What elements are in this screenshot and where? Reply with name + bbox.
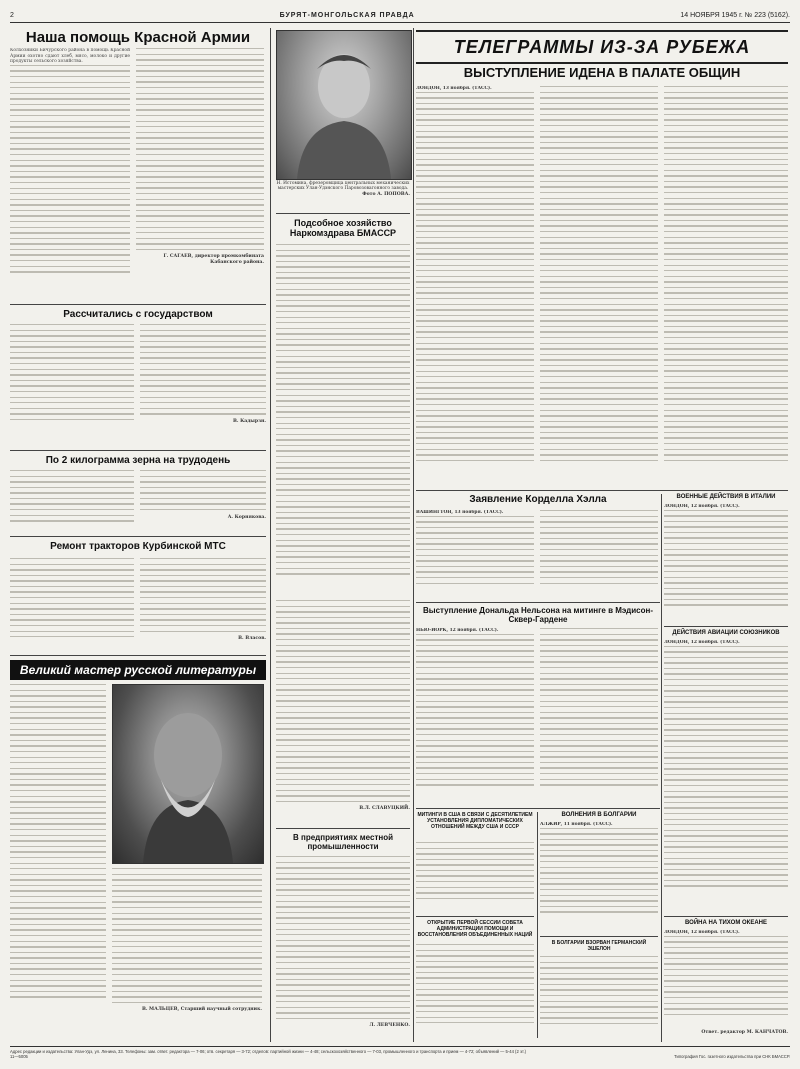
divider bbox=[10, 450, 266, 451]
divider bbox=[416, 602, 660, 603]
footer-printer: Типография Гос. газетного издательства при СНК БМАССР. bbox=[674, 1054, 790, 1059]
masthead bbox=[10, 8, 790, 23]
divider bbox=[416, 808, 660, 809]
text-lines bbox=[10, 65, 130, 273]
newspaper-title: БУРЯТ-МОНГОЛЬСКАЯ ПРАВДА bbox=[279, 11, 415, 19]
signature-subsidiary: В.Л. СЛАВУЦКИЙ. bbox=[359, 806, 410, 812]
body-hull-col2 bbox=[540, 510, 658, 598]
divider bbox=[416, 490, 788, 491]
footer bbox=[10, 1046, 790, 1059]
footer-code: 11—5005 bbox=[10, 1054, 28, 1059]
body-bulgaria bbox=[540, 822, 658, 932]
divider bbox=[276, 828, 410, 829]
banner-turgenev bbox=[10, 660, 266, 680]
body-echelon bbox=[540, 956, 658, 1038]
body-aviation bbox=[664, 640, 788, 912]
page-number: 2 bbox=[10, 11, 14, 19]
headline-italy: ВОЕННЫЕ ДЕЙСТВИЯ В ИТАЛИИ bbox=[676, 494, 776, 500]
body-nelson-col1 bbox=[416, 628, 534, 804]
lead-red-army: Колхозники Бичурского района в помощь Красной Армии охотно сдают хлеб, мясо, молоко и другие продукты сельского хозяйства. bbox=[10, 48, 130, 65]
headline-aviation: ДЕЙСТВИЯ АВИАЦИИ СОЮЗНИКОВ bbox=[672, 630, 780, 636]
dateline-pacific: ЛОНДОН, 12 ноября. (ТАСС). bbox=[664, 930, 740, 935]
body-red-army-col2 bbox=[136, 48, 264, 298]
signature-tractors: В. Власов. bbox=[238, 636, 266, 642]
photo-credit: Фото А. ПОПОВА. bbox=[362, 191, 410, 197]
headline-eden: ВЫСТУПЛЕНИЕ ИДЕНА В ПАЛАТЕ ОБЩИН bbox=[463, 65, 741, 80]
body-atlantic bbox=[416, 944, 534, 1038]
dateline-nelson: НЬЮ-ЙОРК, 12 ноября. (ТАСС). bbox=[416, 628, 499, 633]
dateline-eden: ЛОНДОН, 13 ноября. (ТАСС). bbox=[416, 86, 492, 91]
telegrams-title: ТЕЛЕГРАММЫ ИЗ-ЗА РУБЕЖА bbox=[453, 36, 751, 57]
body-tractors-col2 bbox=[140, 558, 266, 648]
headline-subsidiary: Подсобное хозяйство Наркомздрава БМАССР bbox=[289, 218, 397, 238]
divider bbox=[10, 536, 266, 537]
signature-industry: Л. ЛЕВЧЕНКО. bbox=[369, 1023, 410, 1029]
divider bbox=[10, 655, 266, 656]
divider bbox=[540, 936, 658, 937]
body-grain-col2 bbox=[140, 470, 266, 530]
headline-state: Рассчитались с государством bbox=[63, 309, 213, 320]
column-rule bbox=[413, 28, 414, 1042]
headline-atlantic: ОТКРЫТИЕ ПЕРВОЙ СЕССИИ СОВЕТА АДМИНИСТРАЦИИ ПОМОЩИ И ВОССТАНОВЛЕНИЯ ОБЪЕДИНЕННЫХ НАЦИЙ bbox=[417, 920, 533, 938]
portrait-silhouette-icon bbox=[113, 685, 263, 863]
body-turgenev-col2 bbox=[112, 868, 262, 1032]
dateline-bulgaria: АЛЖИР, 11 ноября. (ТАСС). bbox=[540, 822, 613, 827]
telegrams-banner bbox=[416, 30, 788, 64]
divider bbox=[276, 213, 410, 214]
editor-signature: Ответ. редактор М. КАНЧАТОВ. bbox=[701, 1030, 788, 1035]
headline-pacific: ВОЙНА НА ТИХОМ ОКЕАНЕ bbox=[685, 920, 767, 926]
photo-caption bbox=[276, 181, 410, 197]
body-turgenev-col1 bbox=[10, 684, 106, 1034]
body-eden-col2 bbox=[540, 86, 658, 486]
body-eden-col3 bbox=[664, 86, 788, 486]
headline-hull: Заявление Корделла Хэлла bbox=[469, 494, 607, 505]
body-subsidiary bbox=[276, 244, 410, 596]
text-lines bbox=[136, 48, 264, 250]
body-red-army-col1 bbox=[10, 48, 130, 298]
dateline-hull: ВАШИНГТОН, 13 ноября. (ТАСС). bbox=[416, 510, 504, 515]
headline-industry: В предприятиях местной промышленности bbox=[293, 833, 393, 851]
headline-tractors: Ремонт тракторов Курбинской МТС bbox=[50, 541, 226, 552]
turgenev-portrait bbox=[112, 684, 264, 864]
caption-text: Н. Истомина, фрезеровщица центральных механических мастерских Улан-Удэнского Паровозовагонного завода. bbox=[276, 181, 410, 192]
body-italy bbox=[664, 504, 788, 622]
headline-echelon: В БОЛГАРИИ ВЗОРВАН ГЕРМАНСКИЙ ЭШЕЛОН bbox=[551, 940, 647, 952]
headline-turgenev: Великий мастер русской литературы bbox=[19, 663, 257, 677]
body-state-col1 bbox=[10, 324, 134, 444]
issue-date: 14 НОЯБРЯ 1945 г. № 223 (5162). bbox=[680, 11, 790, 19]
worker-photo bbox=[276, 30, 412, 180]
divider bbox=[664, 916, 788, 917]
headline-red-army: Наша помощь Красной Армии bbox=[25, 29, 251, 46]
worker-silhouette-icon bbox=[277, 31, 411, 179]
headline-nelson: Выступление Дональда Нельсона на митинге в Мэдисон-Сквер-Гардене bbox=[422, 606, 654, 624]
body-rally bbox=[416, 842, 534, 912]
column-rule bbox=[537, 812, 538, 1038]
body-nelson-col2 bbox=[540, 628, 658, 804]
body-industry bbox=[276, 856, 410, 1036]
headline-bulgaria: ВОЛНЕНИЯ В БОЛГАРИИ bbox=[561, 812, 637, 818]
signature-state: В. Кадырзн. bbox=[232, 418, 266, 424]
signature-turgenev: В. МАЛЬЦЕВ, Старший научный сотрудник. bbox=[141, 1007, 262, 1013]
body-pacific bbox=[664, 930, 788, 1026]
dateline-aviation: ЛОНДОН, 12 ноября. (ТАСС). bbox=[664, 640, 740, 645]
body-subsidiary-cont bbox=[276, 600, 410, 822]
divider bbox=[664, 626, 788, 627]
footer-address: Адрес редакции и издательства: Улан-Удэ, ул. Ленина, 33. Телефоны: зам. ответ. редактора — 7-06; отв. секретаря — 3-72; отделов: партийной жизни — 4-48; сельскохозяйственного — 7-03, промышленного и транспорта и прием — 4-72; объявлений — 5-44 (2 эт.) bbox=[10, 1049, 527, 1054]
signature-red-army: Г. САГАЕВ, директор промкомбината Кабанского района. bbox=[163, 254, 264, 265]
body-grain-col1 bbox=[10, 470, 134, 530]
headline-grain: По 2 килограмма зерна на трудодень bbox=[45, 455, 231, 466]
headline-rally: МИТИНГИ В США В СВЯЗИ С ДЕСЯТИЛЕТИЕМ УСТАНОВЛЕНИЯ ДИПЛОМАТИЧЕСКИХ ОТНОШЕНИЙ МЕЖДУ США И СССР bbox=[417, 812, 533, 830]
column-rule bbox=[270, 28, 271, 1042]
signature-grain: А. Корнякова. bbox=[227, 514, 266, 520]
divider bbox=[10, 304, 266, 305]
body-state-col2 bbox=[140, 324, 266, 444]
dateline-italy: ЛОНДОН, 12 ноября. (ТАСС). bbox=[664, 504, 740, 509]
body-tractors-col1 bbox=[10, 558, 134, 648]
body-eden-col1 bbox=[416, 86, 534, 486]
body-hull-col1 bbox=[416, 510, 534, 598]
divider bbox=[416, 916, 534, 917]
column-rule bbox=[661, 494, 662, 1042]
